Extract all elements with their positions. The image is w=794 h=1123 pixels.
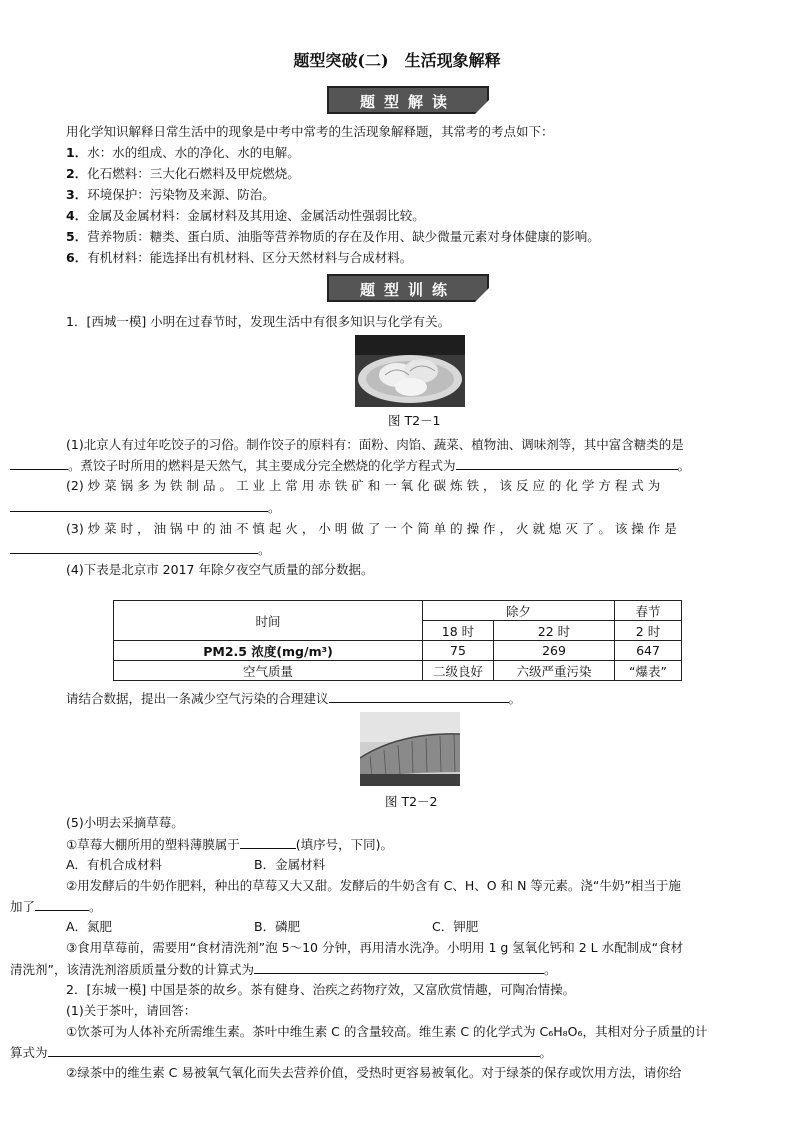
point-2 — [66, 166, 300, 182]
q1-part2-line2 — [10, 499, 281, 516]
q1-part2-line1: (2) 炒 菜 锅 多 为 铁 制 品 。 工 业 上 常 用 赤 铁 矿 和 一 氧 化 碳 炼 铁 ， 该 反 应 的 化 学 方 程 式 为 — [66, 478, 661, 493]
question-text: (填序号，下同)。 — [295, 837, 393, 852]
page-title: 题型突破(二) 生活现象解释 — [293, 51, 501, 70]
q2-stem: 2．[东城一模] 中国是茶的故乡。茶有健身、治疾之药物疗效，又富欣赏情趣，可陶冶情操。 — [66, 982, 576, 997]
greenhouse-photo — [360, 712, 460, 786]
question-text: 。 — [258, 542, 271, 557]
question-text: 算式为 — [10, 1045, 48, 1060]
q1-stem: 1．[西城一模] 小明在过春节时，发现生活中有很多知识与化学有关。 — [66, 314, 451, 329]
option-b: B．金属材料 — [254, 857, 326, 872]
q1-part5-3-line1: ③食用草莓前，需要用“食材清洗剂”泡 5～10 分钟，再用清水洗净。小明用 1 g 氢氧化钙和 2 L 水配制成“食材 — [66, 940, 684, 955]
banner-type-practice: 题型训练 — [327, 274, 489, 302]
q1-part1-line1: (1)北京人有过年吃饺子的习俗。制作饺子的原料有：面粉、肉馅、蔬菜、植物油、调味剂等，其中富含糖类的是 — [66, 437, 684, 452]
question-text: 。 — [677, 458, 691, 473]
point-5 — [66, 229, 600, 245]
point-number: 4． — [66, 208, 88, 223]
answer-blank[interactable] — [240, 836, 296, 849]
point-4 — [66, 208, 425, 224]
banner-type-reading: 题型解读 — [327, 86, 489, 114]
dumpling-photo — [355, 335, 465, 407]
table-row — [114, 641, 682, 661]
point-text: 化石燃料：三大化石燃料及甲烷燃烧。 — [87, 166, 300, 181]
table-cell: 二级良好 — [423, 661, 494, 681]
point-3 — [66, 187, 275, 203]
question-text: 清洗剂”，该清洗剂溶质质量分数的计算式为 — [10, 962, 254, 977]
option-b: B．磷肥 — [254, 919, 301, 934]
question-text: 请结合数据，提出一条减少空气污染的合理建议 — [66, 691, 329, 706]
figure-caption-2: 图 T2－2 — [385, 794, 438, 809]
q2-part1-1-line1: ①饮茶可为人体补充所需维生素。茶叶中维生素 C 的含量较高。维生素 C 的化学式为 C₆H₈O₆，其相对分子质量的计 — [66, 1024, 708, 1039]
answer-blank[interactable] — [35, 898, 89, 911]
table-row-label: PM2.5 浓度(mg/m³) — [114, 641, 423, 661]
q1-part3-line2 — [10, 541, 271, 558]
table-row — [114, 661, 682, 681]
point-number: 3． — [66, 187, 88, 202]
q1-part1-line2 — [10, 457, 690, 474]
point-text: 有机材料：能选择出有机材料、区分天然材料与合成材料。 — [87, 250, 413, 265]
q2-part1-1-line2 — [10, 1044, 552, 1061]
table-header-time: 时间 — [114, 601, 423, 641]
question-text: ①草莓大棚所用的塑料薄膜属于 — [66, 837, 240, 852]
option-a: A．有机合成材料 — [66, 857, 163, 872]
q1-part5-2-line2 — [10, 898, 102, 915]
answer-blank[interactable] — [329, 690, 509, 703]
figure-caption-1: 图 T2－1 — [388, 413, 441, 428]
q1-part3-line1: (3) 炒 菜 时 ， 油 锅 中 的 油 不 慎 起 火 ， 小 明 做 了 一 个 简 单 的 操 作 ， 火 就 熄 灭 了 。 该 操 作 是 — [66, 521, 677, 536]
point-number: 1． — [66, 145, 88, 160]
point-1 — [66, 145, 300, 161]
question-text: 。 — [539, 1045, 553, 1060]
answer-blank[interactable] — [254, 961, 544, 974]
point-text: 营养物质：糖类、蛋白质、油脂等营养物质的存在及作用、缺少微量元素对身体健康的影响。 — [87, 229, 600, 244]
q1-part5-1 — [66, 836, 393, 853]
answer-blank[interactable] — [456, 457, 678, 470]
intro-text: 用化学知识解释日常生活中的现象是中考中常考的生活现象解释题，其常考的考点如下： — [66, 124, 554, 139]
table-row-label: 空气质量 — [114, 661, 423, 681]
answer-blank[interactable] — [10, 457, 68, 470]
table-cell: 269 — [494, 641, 615, 661]
option-c: C．钾肥 — [432, 919, 479, 934]
table-cell: 18 时 — [423, 621, 494, 641]
q1-part4-suggestion — [66, 690, 521, 707]
option-a: A．氮肥 — [66, 919, 113, 934]
question-text: 加了 — [10, 899, 36, 914]
question-text: 。 — [508, 691, 522, 706]
answer-blank[interactable] — [10, 541, 258, 554]
point-text: 金属及金属材料：金属材料及其用途、金属活动性强弱比较。 — [87, 208, 425, 223]
point-number: 5． — [66, 229, 88, 244]
q1-part4: (4)下表是北京市 2017 年除夕夜空气质量的部分数据。 — [66, 562, 374, 577]
point-text: 水：水的组成、水的净化、水的电解。 — [87, 145, 300, 160]
point-number: 2． — [66, 166, 88, 181]
q1-part5: (5)小明去采摘草莓。 — [66, 815, 184, 830]
question-text: 。 — [89, 899, 102, 914]
point-text: 环境保护：污染物及来源、防治。 — [87, 187, 275, 202]
table-cell: 六级严重污染 — [494, 661, 615, 681]
question-text: 。煮饺子时所用的燃料是天然气，其主要成分完全燃烧的化学方程式为 — [68, 458, 456, 473]
table-cell: 647 — [615, 641, 682, 661]
point-number: 6． — [66, 250, 88, 265]
table-header-festival: 春节 — [615, 601, 682, 621]
point-6 — [66, 250, 412, 266]
question-text: 。 — [268, 500, 281, 515]
table-header-eve: 除夕 — [423, 601, 615, 621]
question-text: 。 — [543, 962, 557, 977]
air-quality-table — [113, 600, 682, 681]
q1-part5-2-line1: ②用发酵后的牛奶作肥料，种出的草莓又大又甜。发酵后的牛奶含有 C、H、O 和 N 等元素。浇“牛奶”相当于施 — [66, 878, 681, 893]
table-row — [114, 601, 682, 621]
answer-blank[interactable] — [48, 1044, 540, 1057]
table-cell: 2 时 — [615, 621, 682, 641]
answer-blank[interactable] — [10, 499, 268, 512]
table-cell: “爆表” — [615, 661, 682, 681]
table-cell: 22 时 — [494, 621, 615, 641]
q2-part1-2: ②绿茶中的维生素 C 易被氧气氧化而失去营养价值，受热时更容易被氧化。对于绿茶的保存或饮用方法，请你给 — [66, 1065, 682, 1080]
q2-part1: (1)关于茶叶，请回答： — [66, 1003, 197, 1018]
q1-part5-3-line2 — [10, 961, 557, 978]
table-cell: 75 — [423, 641, 494, 661]
